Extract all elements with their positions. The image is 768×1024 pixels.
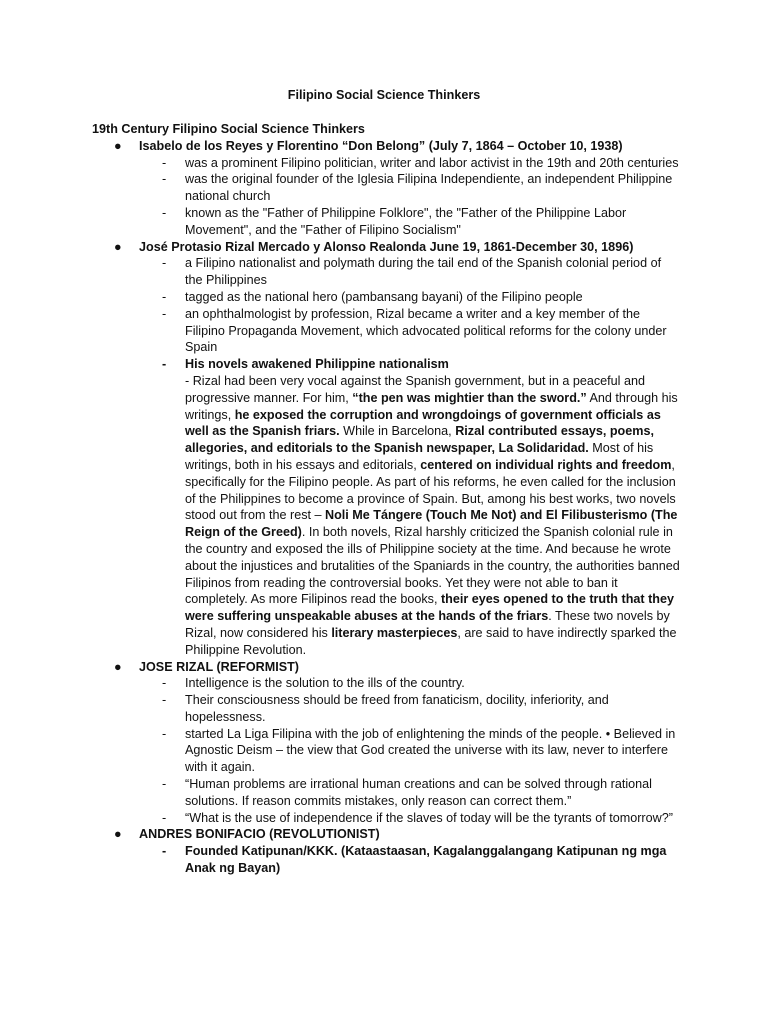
- paragraph-segment: their eyes opened to the truth that they were suffering unspeakable abuses at the hands of the friars: [185, 592, 674, 624]
- person-isabelo-de-los-reyes: [92, 138, 682, 155]
- paragraph-segment: - Rizal had been very vocal against the Spanish government, but in a peaceful and progressive manner. For him,: [185, 373, 645, 405]
- paragraph-segment: , are said to have indirectly sparked the Philippine Revolution.: [185, 625, 677, 657]
- dash-icon: -: [162, 289, 167, 304]
- point-text: Intelligence is the solution to the ills of the country.: [185, 676, 465, 691]
- list-item: [92, 675, 682, 692]
- document-title: Filipino Social Science Thinkers: [287, 88, 481, 102]
- point-text: was a prominent Filipino politician, writer and labor activist in the 19th and 20th centuries: [185, 155, 679, 170]
- point-text: a Filipino nationalist and polymath during the tail end of the Spanish colonial period of the Philippines: [185, 256, 662, 288]
- paragraph-segment: , specifically for the Filipino people. As part of his reforms, he even called for the inclusion of the Philippines to become a province of Spain. But, among his best works, two novels stood out from the rest –: [185, 457, 676, 523]
- paragraph-segment: And through his writings,: [185, 390, 678, 422]
- point-text: an ophthalmologist by profession, Rizal became a writer and a key member of the Filipino Propaganda Movement, which advocated political reforms for the colony under Spain: [185, 306, 667, 355]
- dash-icon: -: [162, 357, 167, 372]
- person-jose-protasio-rizal: [92, 239, 682, 256]
- list-item: [92, 255, 682, 289]
- person-name: Isabelo de los Reyes y Florentino “Don Belong” (July 7, 1864 – October 10, 1938): [139, 138, 623, 153]
- dash-icon: -: [162, 676, 167, 691]
- list-item: [92, 810, 682, 827]
- paragraph-segment: . These two novels by Rizal, now considered his: [185, 609, 670, 640]
- dash-icon: -: [162, 693, 167, 708]
- paragraph-segment: Noli Me Tángere (Touch Me Not) and El Filibusterismo (The Reign of the Greed): [185, 508, 678, 540]
- point-list: [92, 675, 682, 826]
- list-item: [92, 726, 682, 776]
- paragraph-segment: he exposed the corruption and wrongdoings of government officials as well as the Spanish friars.: [185, 407, 661, 439]
- list-item: [92, 843, 682, 877]
- dash-icon: -: [162, 810, 167, 825]
- list-item: [92, 692, 682, 726]
- list-item: [92, 171, 682, 205]
- dash-icon: -: [162, 777, 167, 792]
- list-item: [92, 306, 682, 356]
- list-item-novels: [92, 356, 682, 658]
- point-text: started La Liga Filipina with the job of enlightening the minds of the people. • Believed in Agnostic Deism – the view that God created the universe with its law, never to interfere with it again.: [185, 726, 676, 775]
- dash-icon: -: [162, 844, 167, 859]
- paragraph-segment: . In both novels, Rizal harshly criticized the Spanish colonial rule in the country and exposed the ills of Philippine society at the time. And because he wrote about the injustices and brutalities of the Spaniards in the country, the authorities banned Filipinos from reading the controversial books. Yet they were not able to ban it completely. As more Filipinos read the books,: [185, 525, 680, 607]
- bullet-icon: ●: [114, 827, 122, 842]
- point-text: was the original founder of the Iglesia Filipina Independiente, an independent Philippine national church: [185, 172, 673, 204]
- dash-icon: -: [162, 205, 167, 220]
- bullet-icon: ●: [114, 138, 122, 153]
- dash-icon: -: [162, 172, 167, 187]
- document-body: [92, 121, 682, 877]
- point-list: [92, 843, 682, 877]
- person-andres-bonifacio: [92, 826, 682, 843]
- paragraph-segment: While in Barcelona,: [339, 424, 456, 439]
- point-list: [92, 155, 682, 239]
- bullet-icon: ●: [114, 239, 122, 254]
- paragraph-segment: centered on individual rights and freedom: [420, 457, 672, 472]
- point-text: known as the "Father of Philippine Folklore", the "Father of the Philippine Labor Movement", and the "Father of Filipino Socialism": [185, 205, 627, 237]
- list-item: [92, 776, 682, 810]
- person-jose-rizal-reformist: [92, 659, 682, 676]
- point-list: [92, 255, 682, 658]
- dash-icon: -: [162, 155, 167, 170]
- list-item: [92, 205, 682, 239]
- person-name: José Protasio Rizal Mercado y Alonso Realonda June 19, 1861-December 30, 1896): [139, 239, 634, 254]
- point-text: “Human problems are irrational human creations and can be solved through rational solutions. If reason commits mistakes, only reason can correct them.”: [185, 777, 652, 808]
- point-text: tagged as the national hero (pambansang bayani) of the Filipino people: [185, 289, 583, 304]
- list-item: [92, 155, 682, 172]
- bullet-icon: ●: [114, 659, 122, 674]
- point-text: “What is the use of independence if the slaves of today will be the tyrants of tomorrow?”: [185, 810, 673, 825]
- section-heading: 19th Century Filipino Social Science Thinkers: [92, 122, 365, 136]
- list-item: [92, 289, 682, 306]
- paragraph-segment: Most of his writings, both in his essays and editorials,: [185, 441, 654, 472]
- dash-icon: -: [162, 726, 167, 741]
- point-text: Founded Katipunan/KKK. (Kataastaasan, Kagalanggalangang Katipunan ng mga Anak ng Bayan): [185, 844, 667, 876]
- novels-heading: His novels awakened Philippine nationalism: [185, 357, 449, 372]
- novels-paragraph: [185, 373, 682, 659]
- paragraph-segment: Rizal contributed essays, poems, allegories, and editorials to the Spanish newspaper, La Solidaridad.: [185, 424, 654, 456]
- person-name: ANDRES BONIFACIO (REVOLUTIONIST): [139, 827, 380, 842]
- dash-icon: -: [162, 306, 167, 321]
- paragraph-segment: literary masterpieces: [331, 625, 458, 640]
- paragraph-segment: “the pen was mightier than the sword.”: [352, 390, 587, 405]
- point-text: Their consciousness should be freed from fanaticism, docility, inferiority, and hopelessness.: [185, 693, 609, 724]
- dash-icon: -: [162, 256, 167, 271]
- person-name: JOSE RIZAL (REFORMIST): [139, 659, 299, 674]
